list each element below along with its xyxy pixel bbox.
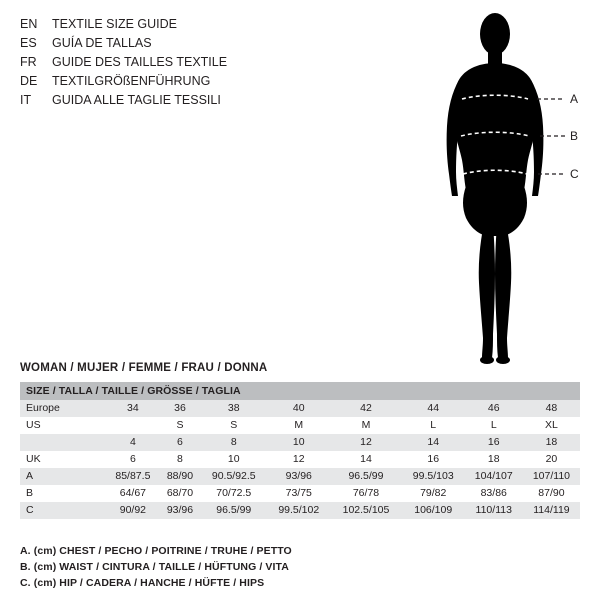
measurement-label-a: A [570, 92, 579, 106]
language-code: EN [20, 17, 38, 31]
table-header-row [20, 382, 580, 400]
silhouette-body-icon [447, 13, 544, 364]
row-label: A [20, 468, 106, 485]
cell: 6 [160, 434, 200, 451]
language-code: IT [20, 93, 32, 107]
cell: M [267, 417, 330, 434]
cell: 102.5/105 [330, 502, 402, 519]
language-code: DE [20, 74, 38, 88]
language-title: GUIDA ALLE TAGLIE TESSILI [52, 93, 221, 107]
cell: 88/90 [160, 468, 200, 485]
cell: 18 [523, 434, 580, 451]
table-row [20, 485, 580, 502]
cell: 73/75 [267, 485, 330, 502]
cell: 38 [200, 400, 267, 417]
cell: M [330, 417, 402, 434]
language-row [20, 34, 310, 53]
row-label: UK [20, 451, 106, 468]
cell: 34 [106, 400, 160, 417]
cell: 44 [402, 400, 465, 417]
cell: 76/78 [330, 485, 402, 502]
row-label: C [20, 502, 106, 519]
cell: L [402, 417, 465, 434]
cell: 14 [402, 434, 465, 451]
language-title-list [20, 15, 310, 110]
cell: 93/96 [267, 468, 330, 485]
table-row [20, 417, 580, 434]
cell: 10 [200, 451, 267, 468]
cell: 85/87.5 [106, 468, 160, 485]
cell: 96.5/99 [200, 502, 267, 519]
cell: 83/86 [465, 485, 523, 502]
cell: 12 [330, 434, 402, 451]
language-title: TEXTILGRÖßENFÜHRUNG [52, 74, 211, 88]
measurement-label-c: C [570, 167, 579, 181]
cell: 40 [267, 400, 330, 417]
table-row [20, 451, 580, 468]
cell: 96.5/99 [330, 468, 402, 485]
cell: 46 [465, 400, 523, 417]
language-code: FR [20, 55, 37, 69]
row-label: US [20, 417, 106, 434]
measurement-notes [20, 543, 292, 591]
cell: 12 [267, 451, 330, 468]
language-code: ES [20, 36, 37, 50]
measurement-label-b: B [570, 129, 579, 143]
cell: 8 [160, 451, 200, 468]
row-label [20, 434, 106, 451]
cell: 6 [106, 451, 160, 468]
table-row [20, 468, 580, 485]
cell: 10 [267, 434, 330, 451]
female-silhouette-figure [400, 8, 590, 368]
cell: 14 [330, 451, 402, 468]
cell: 87/90 [523, 485, 580, 502]
language-title: TEXTILE SIZE GUIDE [52, 17, 178, 31]
cell: 90.5/92.5 [200, 468, 267, 485]
table-row [20, 502, 580, 519]
cell: 64/67 [106, 485, 160, 502]
cell: S [160, 417, 200, 434]
cell: 16 [402, 451, 465, 468]
note-chest: A. (cm) CHEST / PECHO / POITRINE / TRUHE / PETTO [20, 545, 292, 557]
table-row [20, 400, 580, 417]
note-hip: C. (cm) HIP / CADERA / HANCHE / HÜFTE / HIPS [20, 577, 265, 589]
language-title: GUIDE DES TAILLES TEXTILE [52, 55, 228, 69]
cell: 99.5/102 [267, 502, 330, 519]
cell: L [465, 417, 523, 434]
cell: 20 [523, 451, 580, 468]
table-header-label: SIZE / TALLA / TAILLE / GRÖSSE / TAGLIA [20, 382, 580, 400]
cell: 4 [106, 434, 160, 451]
language-row [20, 91, 310, 110]
cell: 36 [160, 400, 200, 417]
cell: 99.5/103 [402, 468, 465, 485]
table-row [20, 434, 580, 451]
cell: 93/96 [160, 502, 200, 519]
language-row [20, 72, 310, 91]
section-heading-woman: WOMAN / MUJER / FEMME / FRAU / DONNA [20, 362, 268, 374]
cell: 42 [330, 400, 402, 417]
cell: 16 [465, 434, 523, 451]
row-label: B [20, 485, 106, 502]
cell: 90/92 [106, 502, 160, 519]
cell: 8 [200, 434, 267, 451]
cell: 104/107 [465, 468, 523, 485]
language-row [20, 15, 310, 34]
cell: 110/113 [465, 502, 523, 519]
cell: 114/119 [523, 502, 580, 519]
cell [106, 417, 160, 434]
language-row [20, 53, 310, 72]
language-title: GUÍA DE TALLAS [52, 36, 152, 50]
silhouette-svg [400, 8, 590, 368]
size-table [20, 382, 580, 519]
cell: S [200, 417, 267, 434]
cell: XL [523, 417, 580, 434]
cell: 48 [523, 400, 580, 417]
cell: 70/72.5 [200, 485, 267, 502]
cell: 79/82 [402, 485, 465, 502]
cell: 18 [465, 451, 523, 468]
row-label: Europe [20, 400, 106, 417]
cell: 68/70 [160, 485, 200, 502]
note-waist: B. (cm) WAIST / CINTURA / TAILLE / HÜFTUNG / VITA [20, 561, 289, 573]
cell: 107/110 [523, 468, 580, 485]
cell: 106/109 [402, 502, 465, 519]
